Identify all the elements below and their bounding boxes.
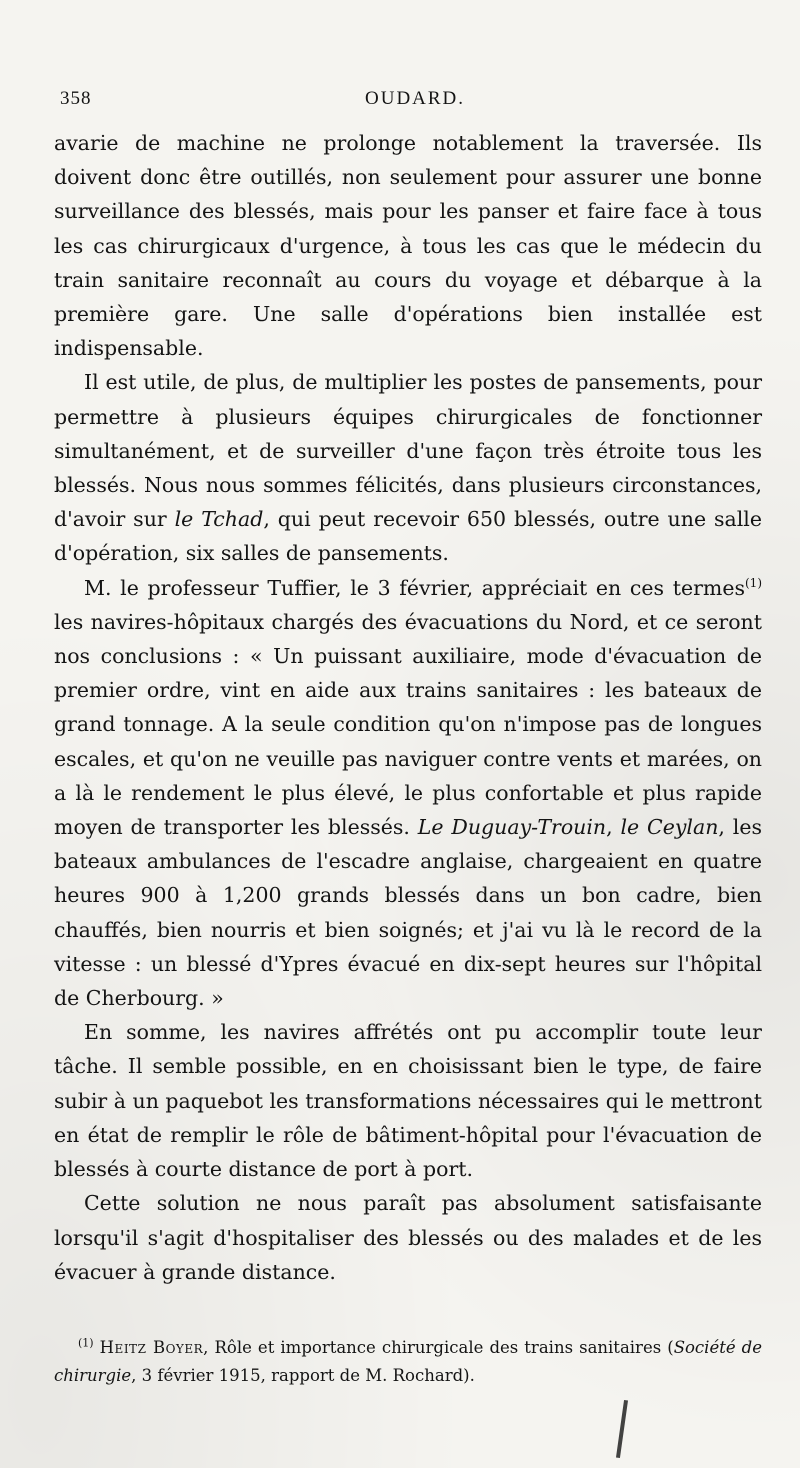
- footnote-mark: (1): [78, 1336, 94, 1350]
- footnote-reference: (1): [745, 575, 762, 590]
- paragraph: [54, 1186, 762, 1289]
- running-head: OUDARD.: [365, 88, 466, 109]
- footnote-source: Société de chirurgie: [54, 1338, 762, 1385]
- footnotes: [54, 1334, 762, 1390]
- paragraph-text: , les bateaux ambulances de l'escadre anglaise, chargeaient en quatre heures 900 à 1,200 grands blessés dans un bon cadre, bien chauffés, bien nourris et bien soignés; et j'ai vu là le record de la vitesse : un blessé d'Ypres évacué en dix-sept heures sur l'hôpital de Cherbourg. »: [54, 815, 762, 1011]
- footnote-text: , Rôle et importance chirurgicale des trains sanitaires (: [203, 1338, 674, 1357]
- paragraph-text: En somme, les navires affrétés ont pu accomplir toute leur tâche. Il semble possible, en en choisissant bien le type, de faire subir à un paquebot les transformations nécessaires qui le mettront en état de remplir le rôle de bâtiment-hôpital pour l'évacuation de blessés à courte distance de port à port.: [54, 1020, 762, 1182]
- paragraph: [54, 1015, 762, 1186]
- paragraph-text: les navires-hôpitaux chargés des évacuations du Nord, et ce seront nos conclusions : « Un puissant auxiliaire, mode d'évacuation de premier ordre, vint en aide aux trains sanitaires : les bateaux de grand tonnage. A la seule condition qu'on n'impose pas de longues escales, et qu'on ne veuille pas naviguer contre vents et marées, on a là le rendement le plus élevé, le plus confortable et plus rapide moyen de transporter les blessés.: [54, 609, 762, 840]
- separator: ,: [606, 815, 621, 840]
- page-number: 358: [60, 88, 92, 109]
- paragraph-text: , qui peut recevoir 650 blessés, outre une salle d'opération, six salles de pansements.: [54, 507, 762, 566]
- ship-name: le Ceylan: [620, 815, 719, 840]
- footnote: [54, 1334, 762, 1390]
- body-text: [54, 126, 762, 1289]
- ship-name: Le Duguay-Trouin: [417, 815, 607, 840]
- paragraph-text: avarie de machine ne prolonge notablement la traversée. Ils doivent donc être outillés, non seulement pour assurer une bonne surveillance des blessés, mais pour les panser et faire face à tous les cas chirurgicaux d'urgence, à tous les cas que le médecin du train sanitaire reconnaît au cours du voyage et débarque à la première gare. Une salle d'opérations bien installée est indispensable.: [54, 131, 762, 361]
- paragraph: [54, 571, 762, 1016]
- ink-mark: [616, 1400, 628, 1458]
- paragraph-text: Cette solution ne nous paraît pas absolument satisfaisante lorsqu'il s'agit d'hospitaliser des blessés ou des malades et de les évacuer à grande distance.: [54, 1191, 762, 1284]
- footnote-author: Heitz Boyer: [99, 1338, 204, 1357]
- paragraph: [54, 365, 762, 570]
- paragraph-text: M. le professeur Tuffier, le 3 février, appréciait en ces termes: [84, 575, 745, 600]
- page-header: [60, 88, 740, 118]
- paragraph: [54, 126, 762, 365]
- ship-name: le Tchad: [174, 507, 264, 532]
- footnote-text: , 3 février 1915, rapport de M. Rochard).: [131, 1366, 475, 1385]
- paragraph-text: Il est utile, de plus, de multiplier les postes de pansements, pour permettre à plusieurs équipes chirurgicales de fonctionner simultanément, et de surveiller d'une façon très étroite tous les blessés. Nous nous sommes félicités, dans plusieurs circonstances, d'avoir sur: [54, 370, 762, 532]
